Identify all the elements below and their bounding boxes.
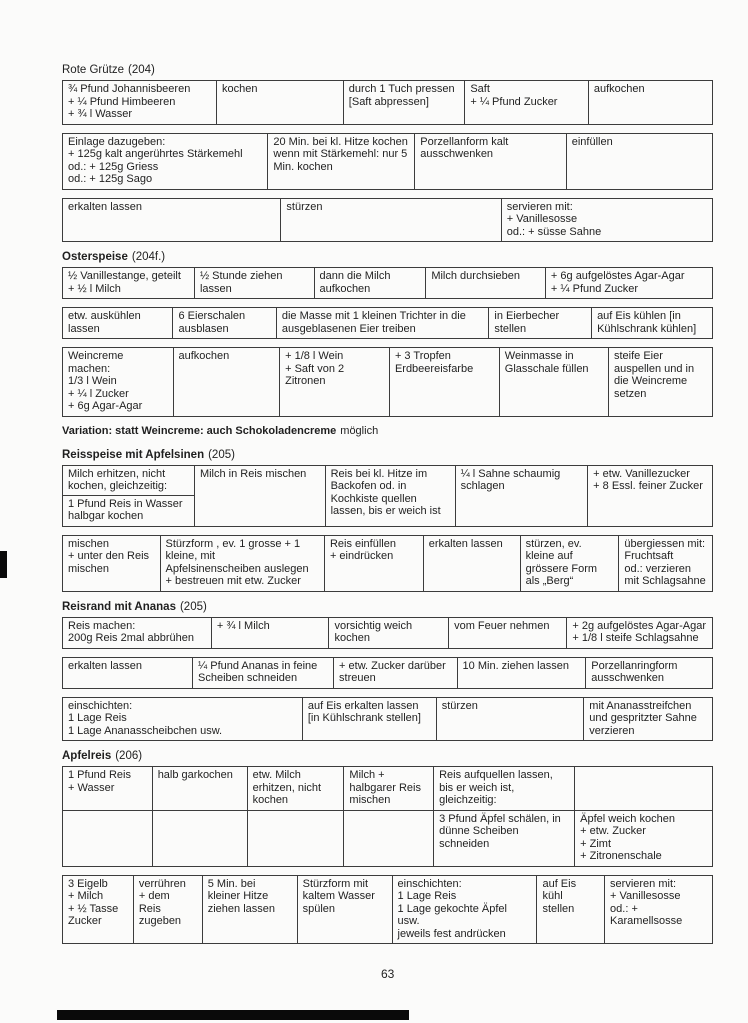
cell-line: halbgarer Reis [349, 781, 421, 794]
cell-line: gleichzeitig: [439, 794, 497, 806]
cell-line: aufkochen [178, 350, 230, 362]
cell-line: kleine auf [525, 550, 573, 562]
section-heading [62, 448, 713, 462]
cell-line: halb garkochen [157, 769, 233, 781]
cell-line: bis er weich ist, [439, 781, 515, 794]
cell-line: machen: [68, 362, 111, 375]
table-cell [173, 348, 280, 417]
cell-line: Milch durchsieben [431, 270, 520, 282]
cell-line: od.: + süsse Sahne [506, 225, 602, 238]
table-cell [152, 767, 247, 811]
recipe-content [62, 62, 713, 952]
table-row [63, 617, 713, 648]
section-heading-number: (206) [115, 750, 143, 762]
cell-line: vorsichtig weich [334, 619, 413, 632]
table-cell [520, 535, 619, 591]
cell-line: 1 Lage Ananasscheibchen usw. [68, 724, 223, 737]
recipe-section-osterspeise [62, 250, 713, 438]
table-cell [449, 617, 567, 648]
cell-line: + Vanillesosse [610, 890, 681, 902]
cell-line: ausblasen [178, 322, 229, 335]
cell-line: Äpfel weich kochen [580, 812, 675, 825]
cell-line: einfüllen [571, 135, 613, 148]
cell-line: ¾ Pfund Johannisbeeren [68, 83, 191, 95]
cell-line: stellen [494, 322, 527, 335]
table-cell [63, 810, 153, 866]
cell-line: + 8 Essl. feiner Zucker [593, 480, 703, 492]
cell-line: [Saft abpressen] [348, 95, 429, 108]
cell-line: + ¾ l Wasser [68, 108, 133, 120]
cell-line: grössere Form [525, 562, 598, 575]
cell-line: + ¼ Pfund Zucker [470, 95, 558, 108]
cell-line: + ¼ Pfund Zucker [550, 282, 639, 295]
recipe-table [62, 347, 713, 417]
cell-line: Scheiben schneiden [198, 672, 298, 684]
cell-line: ¼ l Sahne schaumig [460, 467, 561, 480]
table-cell [63, 133, 268, 189]
table-cell [133, 875, 202, 944]
cell-line: mischen [68, 537, 109, 550]
table-cell [193, 657, 334, 688]
section-heading-title: Reisrand mit Ananas [62, 600, 176, 613]
table-row [63, 697, 713, 741]
cell-line: Kochkiste quellen [330, 492, 417, 505]
cell-line: ausschwenken [591, 672, 665, 684]
cell-line: Weincreme [68, 350, 124, 362]
cell-line: Milch + [349, 769, 385, 781]
cell-line: Zucker [68, 915, 102, 927]
table-cell [434, 767, 575, 811]
table-row [63, 875, 713, 944]
recipe-table [62, 697, 713, 742]
table-cell [537, 875, 605, 944]
table-cell [588, 465, 713, 526]
table-row [63, 535, 713, 591]
cell-line: schlagen [460, 480, 505, 492]
recipe-section-apfelreis [62, 749, 713, 944]
recipe-table [62, 766, 713, 867]
cell-line: Zitronen [285, 375, 326, 387]
table-cell [436, 697, 584, 741]
cell-line: + etw. Zucker darüber [339, 659, 446, 672]
table-cell [63, 535, 161, 591]
cell-line: dann die Milch [319, 270, 391, 282]
table-cell [63, 198, 281, 242]
cell-line: ausgeblasenen Eier treiben [281, 322, 416, 335]
recipe-table [62, 307, 713, 339]
cell-line: etw. Milch [252, 769, 301, 781]
table-cell [501, 198, 712, 242]
table-cell [63, 465, 195, 526]
section-heading [62, 600, 713, 614]
cell-line: Stürzform mit [302, 877, 369, 890]
table-cell [619, 535, 713, 591]
table-cell [575, 810, 713, 866]
table-cell [344, 810, 434, 866]
cell-line: aufkochen [593, 83, 645, 95]
cell-line: + unter den Reis [68, 550, 150, 562]
cell-line: steife Eier [613, 350, 663, 362]
cell-line: Weinmasse in [504, 350, 574, 362]
table-cell [592, 308, 713, 339]
table-cell [545, 268, 712, 299]
section-heading-number: (205) [179, 600, 207, 613]
cell-line: ¼ Pfund Ananas in feine [198, 659, 318, 672]
cell-line: auf Eis erkalten lassen [307, 699, 419, 712]
cell-line: verzieren [589, 724, 635, 737]
table-row [63, 465, 713, 526]
table-cell [268, 133, 415, 189]
cell-line: verrühren [138, 877, 186, 890]
section-heading [62, 749, 713, 763]
cell-line: Kühlschrank kühlen] [597, 322, 697, 335]
table-cell [426, 268, 546, 299]
cell-line: erkalten lassen [68, 659, 142, 672]
cell-line: auf Eis kühlen [in [597, 310, 681, 322]
cell-line: Porzellanringform [591, 659, 678, 672]
table-cell [194, 268, 314, 299]
table-cell [605, 875, 713, 944]
cell-line: + ½ l Milch [68, 282, 121, 295]
table-cell [566, 133, 712, 189]
cell-line: halbgar kochen [68, 510, 144, 522]
table-cell [392, 875, 537, 944]
cell-line: Milch erhitzen, nicht [68, 467, 166, 480]
cell-line: servieren mit: [610, 877, 677, 890]
cell-line: Porzellanform kalt [420, 135, 509, 148]
table-cell [276, 308, 489, 339]
cell-line: Backofen od. in [330, 480, 407, 492]
cell-line: kühl [542, 890, 563, 902]
cell-line: erhitzen, nicht [252, 781, 322, 794]
table-cell [389, 348, 499, 417]
table-cell [160, 535, 324, 591]
recipe-section-reisrand-mit-ananas [62, 600, 713, 742]
table-cell [63, 697, 303, 741]
table-cell [63, 81, 217, 125]
section-heading-number: (204) [128, 64, 155, 76]
table-cell [152, 810, 247, 866]
table-cell [575, 767, 713, 811]
recipe-table [62, 875, 713, 945]
cell-line: od.: + [610, 902, 638, 915]
cell-line: 1 Lage Reis [397, 890, 457, 902]
cell-line: Reis machen: [68, 619, 136, 632]
cell-line: Erdbeereisfarbe [394, 362, 474, 375]
table-cell [63, 875, 134, 944]
table-cell [281, 198, 501, 242]
table-row [63, 348, 713, 417]
table-cell [567, 617, 713, 648]
table-cell [329, 617, 449, 648]
cell-line: + etw. Zucker [580, 825, 646, 837]
cell-line: kochen, gleichzeitig: [68, 480, 168, 492]
table-row [63, 657, 713, 688]
recipe-table [62, 535, 713, 592]
cell-line: zugeben [138, 915, 182, 927]
cell-line: stürzen [286, 200, 323, 213]
cell-line: + ¾ l Milch [216, 619, 270, 632]
recipe-section-reisspeise-mit-apfelsinen [62, 448, 713, 592]
cell-line: kaltem Wasser [302, 890, 375, 902]
table-cell [202, 875, 297, 944]
table-cell [586, 657, 713, 688]
table-row [63, 308, 713, 339]
cell-line: 5 Min. bei [207, 877, 256, 890]
table-cell [63, 268, 195, 299]
cell-line: + eindrücken [329, 550, 394, 562]
cell-line: lassen [68, 322, 100, 335]
table-cell [63, 767, 153, 811]
table-cell [423, 535, 520, 591]
cell-line: Fruchtsaft [624, 550, 674, 562]
cell-line: 3 Pfund Äpfel schälen, in [439, 812, 561, 825]
cell-line: dünne Scheiben [439, 825, 519, 837]
cell-line: mit Ananasstreifchen [589, 699, 692, 712]
cell-line: + ½ Tasse [68, 902, 119, 915]
cell-line: 1 Lage Reis [68, 712, 127, 724]
table-cell [325, 465, 455, 526]
table-cell [415, 133, 566, 189]
table-cell [247, 810, 344, 866]
cell-line: + Vanillesosse [506, 213, 578, 225]
section-heading-title: Reisspeise mit Apfelsinen [62, 448, 205, 461]
cell-line: + Saft von 2 [285, 362, 345, 375]
cell-line: [in Kühlschrank stellen] [307, 712, 421, 724]
table-cell [608, 348, 712, 417]
cell-line: servieren mit: [506, 200, 573, 213]
cell-line: + 125g kalt angerührtes Stärkemehl [68, 148, 243, 160]
cell-line: 3 Eigelb [68, 877, 108, 890]
cell-line: ziehen lassen [207, 902, 276, 915]
cell-line: mischen [349, 794, 391, 806]
cell-line: + ¼ l Zucker [68, 387, 129, 400]
cell-line: wenn mit Stärkemehl: nur 5 [273, 148, 408, 160]
cell-line: + Wasser [68, 781, 115, 794]
cell-line: stürzen [441, 699, 478, 712]
table-cell [588, 81, 712, 125]
recipe-table [62, 80, 713, 125]
cell-line: 1 Pfund Reis [68, 769, 131, 781]
table-row [63, 767, 713, 811]
recipe-table [62, 657, 713, 689]
recipe-table [62, 267, 713, 299]
scan-artifact-bottom-bar [57, 1010, 409, 1020]
cell-line: kleiner Hitze [207, 890, 269, 902]
cell-line: od.: verzieren [624, 562, 692, 575]
cell-line: + 3 Tropfen [394, 350, 451, 362]
table-cell [280, 348, 390, 417]
cell-line: auspellen und in [613, 362, 695, 375]
cell-line: Apfelsinenscheiben auslegen [165, 562, 309, 575]
cell-line: + 6g aufgelöstes Agar-Agar [550, 270, 685, 282]
cell-line: + 6g Agar-Agar [68, 400, 143, 412]
cell-line: mit Schlagsahne [624, 575, 706, 587]
recipe-table [62, 133, 713, 190]
cell-line: kochen [222, 83, 258, 95]
cell-line: vom Feuer nehmen [454, 619, 550, 632]
table-cell [334, 657, 458, 688]
table-cell [302, 697, 436, 741]
cell-line: Einlage dazugeben: [68, 135, 166, 148]
cell-line: + bestreuen mit etw. Zucker [165, 575, 301, 587]
table-row [63, 133, 713, 189]
table-cell [63, 617, 212, 648]
table-cell [314, 268, 426, 299]
cell-line: + 1/8 l steife Schlagsahne [572, 632, 699, 644]
cell-line: stellen [542, 902, 575, 915]
cell-line: erkalten lassen [68, 200, 142, 213]
cell-line: 1 Pfund Reis in Wasser [63, 495, 194, 511]
table-row [63, 268, 713, 299]
cell-line: lassen [199, 282, 232, 295]
cell-line: als „Berg“ [525, 575, 574, 587]
cell-line: erkalten lassen [428, 537, 503, 550]
cell-line: auf Eis [542, 877, 577, 890]
cell-line: ½ Stunde ziehen [199, 270, 283, 282]
cell-line: 1/3 l Wein [68, 375, 117, 387]
table-cell [211, 617, 329, 648]
cell-line: + Milch [68, 890, 104, 902]
page-number: 63 [381, 967, 395, 981]
table-row [63, 198, 713, 242]
table-cell [63, 308, 173, 339]
table-cell [465, 81, 589, 125]
cell-line: spülen [302, 902, 336, 915]
cell-line: od.: + 125g Sago [68, 173, 153, 185]
cell-line: 20 Min. bei kl. Hitze kochen [273, 135, 408, 148]
variation-note-rest: möglich [340, 424, 379, 437]
variation-note-bold: Variation: statt Weincreme: auch Schokoladencreme [62, 424, 337, 437]
cell-line: ½ Vanillestange, geteilt [68, 270, 181, 282]
section-heading-title: Apfelreis [62, 750, 112, 762]
cell-line: od.: + 125g Griess [68, 160, 159, 173]
table-cell [217, 81, 344, 125]
cell-line: in Eierbecher [494, 310, 560, 322]
cell-line: einschichten: [68, 699, 133, 712]
recipe-table [62, 465, 713, 527]
cell-line: stürzen, ev. [525, 537, 582, 550]
table-cell [584, 697, 713, 741]
cell-line: 6 Eierschalen [178, 310, 246, 322]
table-cell [247, 767, 344, 811]
table-cell [324, 535, 423, 591]
cell-line: Min. kochen [273, 160, 333, 173]
table-cell [63, 657, 193, 688]
cell-line: Saft [470, 83, 490, 95]
table-cell [343, 81, 465, 125]
cell-line: aufkochen [319, 282, 371, 295]
cell-line: + ¼ Pfund Himbeeren [68, 95, 176, 108]
recipe-section-rote-gruetze [62, 63, 713, 242]
cell-line: Reis [138, 902, 161, 915]
table-cell [499, 348, 608, 417]
cell-line: etw. auskühlen [68, 310, 141, 322]
cell-line: einschichten: [397, 877, 462, 890]
cell-line: + Zitronenschale [580, 850, 662, 862]
cell-line: + dem [138, 890, 170, 902]
cell-line: ausschwenken [420, 148, 494, 160]
table-cell [297, 875, 392, 944]
cell-line: Reis einfüllen [329, 537, 396, 550]
table-cell [455, 465, 588, 526]
table-row [63, 81, 713, 125]
cell-line: Reis bei kl. Hitze im [330, 467, 428, 480]
cell-line: mischen [68, 562, 109, 575]
cell-line: setzen [613, 387, 647, 400]
cell-line: Milch in Reis mischen [199, 467, 307, 480]
table-cell [434, 810, 575, 866]
cell-line: kleine, mit [165, 550, 216, 562]
recipe-table [62, 617, 713, 649]
cell-line: Stürzform , ev. 1 grosse + 1 [165, 537, 301, 550]
cell-line: usw. [397, 915, 420, 927]
cell-line: die Masse mit 1 kleinen Trichter in die [281, 310, 466, 322]
cell-line: und gespritzter Sahne [589, 712, 697, 724]
cell-line: Reis aufquellen lassen, [439, 769, 553, 781]
section-heading-number: (204f.) [131, 251, 166, 263]
section-heading [62, 250, 713, 264]
table-cell [489, 308, 592, 339]
cell-line: Glasschale füllen [504, 362, 589, 375]
cell-line: jeweils fest andrücken [397, 927, 506, 940]
cell-line: kochen [252, 794, 289, 806]
cell-line: die Weincreme [613, 375, 688, 387]
cell-line: streuen [339, 672, 376, 684]
variation-note [62, 425, 713, 438]
table-row [63, 810, 713, 866]
section-heading-number: (205) [208, 448, 235, 461]
cell-line: schneiden [439, 837, 490, 850]
cell-line: + 2g aufgelöstes Agar-Agar [572, 619, 706, 632]
cell-line: lassen, bis er weich ist [330, 505, 441, 517]
cell-line: kochen [334, 632, 370, 644]
cell-line: durch 1 Tuch pressen [348, 83, 455, 95]
cell-line: 10 Min. ziehen lassen [462, 659, 569, 672]
section-heading-title: Rote Grütze [62, 64, 124, 76]
cell-line: 200g Reis 2mal abbrühen [68, 632, 194, 644]
scan-artifact-left-mark [0, 551, 7, 578]
cell-line: übergiessen mit: [624, 537, 706, 550]
cell-line: + 1/8 l Wein [285, 350, 344, 362]
table-cell [457, 657, 586, 688]
cell-line: 1 Lage gekochte Äpfel [397, 902, 507, 915]
recipe-table [62, 198, 713, 243]
cell-line: + Zimt [580, 837, 612, 850]
table-cell [344, 767, 434, 811]
cell-line: + etw. Vanillezucker [593, 467, 690, 480]
section-heading-title: Osterspeise [62, 251, 128, 263]
table-cell [194, 465, 325, 526]
cell-line: Karamellsosse [610, 915, 683, 927]
section-heading [62, 63, 713, 77]
table-cell [63, 348, 174, 417]
table-cell [173, 308, 276, 339]
